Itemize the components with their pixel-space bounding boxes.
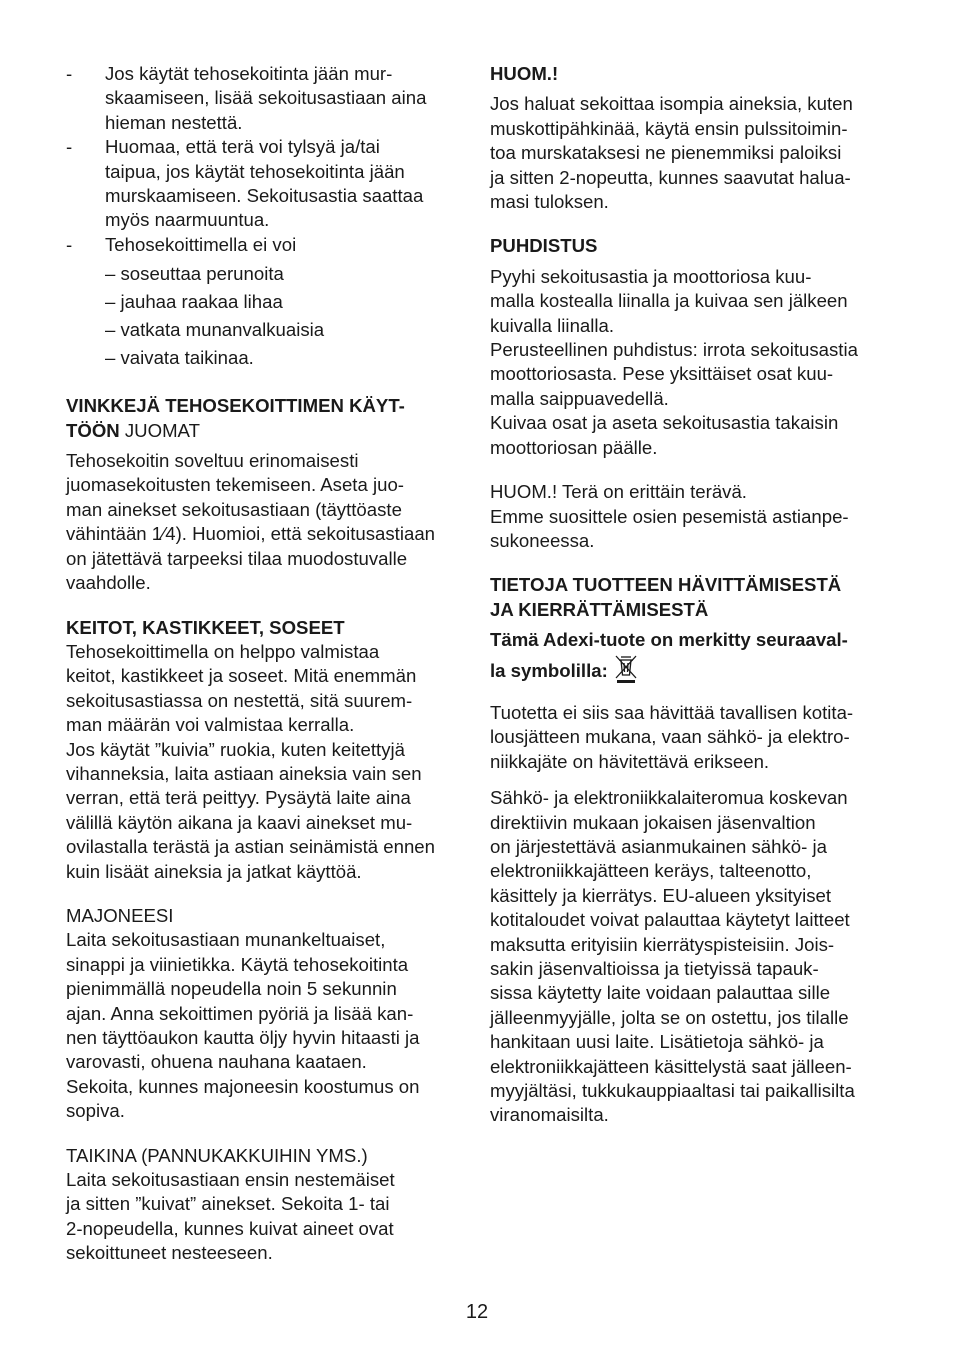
text-line: Tehosekoittimella ei voi xyxy=(105,233,297,255)
bullet-item-cannot xyxy=(66,233,466,257)
text-line: ja sitten ”kuivat” ainekset. Sekoita 1- tai xyxy=(66,1193,390,1215)
text-line: moottoriosan päälle. xyxy=(490,436,658,458)
text-line: Laita sekoitusastiaan ensin nestemäiset xyxy=(66,1169,395,1191)
text-line: Kuivaa osat ja aseta sekoitusastia takaisin xyxy=(490,412,839,434)
text-line: viranomaisilta. xyxy=(490,1104,609,1126)
text-line: Tuotetta ei siis saa hävittää tavallisen kotita- xyxy=(490,701,854,723)
text-line: varovasti, ohuena nauhana kaataen. xyxy=(66,1051,367,1073)
text-line: kotitaloudet voivat palauttaa käytetyt laitteet xyxy=(490,909,850,931)
text-line: ovilastalla terästä ja astian seinämistä ennen xyxy=(66,836,435,858)
text-line: vihanneksia, laita astiaan aineksia vain sen xyxy=(66,762,422,784)
section-heading xyxy=(66,419,466,443)
text-line: direktiivin mukaan jokaisen jäsenvaltion xyxy=(490,811,816,833)
text-line: pienimmällä nopeudella noin 5 sekunnin xyxy=(66,978,397,1000)
sub-list xyxy=(66,260,466,372)
text-line: myös naarmuuntua. xyxy=(105,209,270,231)
section-heading: VINKKEJÄ TEHOSEKOITTIMEN KÄYT- xyxy=(66,395,405,417)
section-tips xyxy=(66,394,466,595)
text-line: maksutta erityisiin kierrätyspisteisiin. Jois- xyxy=(490,933,835,955)
text-line: juomasekoitusten tekemiseen. Aseta juo- xyxy=(66,474,404,496)
text-line: ja sitten 2-nopeutta, kunnes saavutat halua- xyxy=(490,166,851,188)
text-line: on järjestettävä asianmukainen sähkö- ja xyxy=(490,835,827,857)
section-heading: TIETOJA TUOTTEEN HÄVITTÄMISESTÄ xyxy=(490,574,842,596)
text-line: vähintään 1⁄4). Huomioi, että sekoitusastiaan xyxy=(66,523,435,545)
heading-bold-part: TÖÖN xyxy=(66,419,120,441)
text-line: sekoitusastiassa on nestettä, sitä suurem- xyxy=(66,689,413,711)
text-line: Sekoita, kunnes majoneesin koostumus on xyxy=(66,1075,420,1097)
section-heading: JA KIERRÄTTÄMISESTÄ xyxy=(490,598,709,620)
bullet-list xyxy=(66,62,466,372)
sub-item: – jauhaa raakaa lihaa xyxy=(105,291,283,313)
section-heading: TAIKINA (PANNUKAKKUIHIN YMS.) xyxy=(66,1144,368,1166)
text-line: verran, että terä peittyy. Pysäytä laite aina xyxy=(66,787,411,809)
text-line: 2-nopeudella, kunnes kuivat aineet ovat xyxy=(66,1217,394,1239)
text-line: käsittely ja kierrätys. EU-alueen yksityiset xyxy=(490,884,831,906)
text-line: välillä käytön aikana ja kaavi ainekset mu- xyxy=(66,811,413,833)
text-line: Pyyhi sekoitusastia ja moottoriosa kuu- xyxy=(490,265,812,287)
section-mayo xyxy=(66,904,466,1124)
section-heading: HUOM.! xyxy=(490,63,559,84)
text-line: hieman nestettä. xyxy=(105,111,243,133)
disposal-subheading: Tämä Adexi-tuote on merkitty seuraaval- xyxy=(490,629,848,651)
sub-item: – vatkata munanvalkuaisia xyxy=(105,319,325,341)
section-soups xyxy=(66,616,466,884)
text-line: Tehosekoitin soveltuu erinomaisesti xyxy=(66,450,359,472)
text-line: malla saippuavedellä. xyxy=(490,387,669,409)
text-line: lousjätteen mukana, vaan sähkö- ja elektro- xyxy=(490,726,850,748)
text-line: kuivalla liinalla. xyxy=(490,314,615,336)
weee-crossed-bin-icon xyxy=(614,653,638,689)
text-line: Sähkö- ja elektroniikkalaiteromua koskevan xyxy=(490,787,848,809)
text-line: Tehosekoittimella on helppo valmistaa xyxy=(66,640,380,662)
text-line: on jätettävä tarpeeksi tilaa muodostuvalle xyxy=(66,547,408,569)
section-heading: PUHDISTUS xyxy=(490,235,598,257)
section-heading: KEITOT, KASTIKKEET, SOSEET xyxy=(66,616,345,638)
section-warning xyxy=(490,480,890,553)
bullet-item-ice xyxy=(66,62,466,135)
heading-normal-part: JUOMAT xyxy=(119,419,200,441)
section-cleaning xyxy=(490,234,890,460)
text-line: Jos käytät ”kuivia” ruokia, kuten keitettyjä xyxy=(66,738,405,760)
text-line: myyjältäsi, tukkukauppiaaltasi tai paikallisilta xyxy=(490,1080,855,1102)
text-line: sekoittuneet nesteeseen. xyxy=(66,1242,273,1264)
text-line: muskottipähkinää, käytä ensin pulssitoimin- xyxy=(490,117,848,139)
left-column xyxy=(66,62,466,1266)
text-line: Laita sekoitusastiaan munankeltuaiset, xyxy=(66,929,386,951)
text-line: Emme suosittele osien pesemistä astianpe- xyxy=(490,505,849,527)
text-line: elektroniikkajätteen keräys, talteenotto, xyxy=(490,860,812,882)
sub-item: – vaivata taikinaa. xyxy=(105,347,254,369)
text-line: taipua, jos käytät tehosekoitinta jään xyxy=(105,160,405,182)
text-line: niikkajäte on hävitettävä erikseen. xyxy=(490,750,770,772)
text-line: Jos haluat sekoittaa isompia aineksia, kuten xyxy=(490,93,853,115)
text-line: malla kostealla liinalla ja kuivaa sen jälkeen xyxy=(490,290,848,312)
text-line: Huomaa, että terä voi tylsyä ja/tai xyxy=(105,136,380,158)
text-line: elektroniikkajätteen käsittelystä saat jälleen- xyxy=(490,1055,852,1077)
text-line: skaamiseen, lisää sekoitusastiaan aina xyxy=(105,87,427,109)
text-line: man määrän voi valmistaa kerralla. xyxy=(66,714,355,736)
text-line: moottoriosasta. Pese yksittäiset osat kuu- xyxy=(490,363,834,385)
section-batter xyxy=(66,1144,466,1266)
text-line: nen täyttöaukon kautta öljy hyvin hitaasti ja xyxy=(66,1027,420,1048)
text-line: Perusteellinen puhdistus: irrota sekoitusastia xyxy=(490,339,858,361)
section-heading: HUOM.! Terä on erittäin terävä. xyxy=(490,481,747,503)
bullet-dash: - xyxy=(66,63,73,84)
sub-item: – soseuttaa perunoita xyxy=(105,263,284,285)
text-line: kuin lisäät aineksia ja jatkat käyttöä. xyxy=(66,860,362,882)
text-line: keitot, kastikkeet ja soseet. Mitä enemmän xyxy=(66,665,417,687)
text-line: sinappi ja viinietikka. Käytä tehosekoitinta xyxy=(66,953,409,975)
text-line: toa murskataksesi ne pienemmiksi paloiksi xyxy=(490,142,842,164)
page-number: 12 xyxy=(465,1301,489,1323)
section-disposal xyxy=(490,573,890,1128)
text-line: sukoneessa. xyxy=(490,529,595,551)
section-note xyxy=(490,62,890,214)
text-line: jälleenmyyjälle, jolta se on ostettu, jos tilalle xyxy=(490,1006,849,1028)
bullet-item-blade xyxy=(66,135,466,233)
text-line: man ainekset sekoitusastiaan (täyttöaste xyxy=(66,498,402,520)
section-heading: MAJONEESI xyxy=(66,904,174,926)
text-line: ajan. Anna sekoittimen pyöriä ja lisää kan- xyxy=(66,1002,414,1024)
disposal-subheading-text: la symbolilla: xyxy=(490,659,608,681)
text-line: vaahdolle. xyxy=(66,572,151,594)
bullet-dash: - xyxy=(66,233,73,255)
text-line: murskaamiseen. Sekoitusastia saattaa xyxy=(105,185,424,207)
bullet-dash: - xyxy=(66,136,73,158)
text-line: masi tuloksen. xyxy=(490,191,609,213)
text-line: sopiva. xyxy=(66,1100,125,1122)
text-line: Jos käytät tehosekoitinta jään mur- xyxy=(105,63,393,84)
text-line: hankitaan uusi laite. Lisätietoja sähkö- ja xyxy=(490,1031,824,1053)
text-line: sissa käytetty laite voidaan palauttaa sille xyxy=(490,982,831,1004)
disposal-subheading xyxy=(490,653,890,689)
right-column xyxy=(490,62,890,1128)
text-line: sakin jäsenvaltioissa ja tietyissä tapauk- xyxy=(490,958,819,979)
